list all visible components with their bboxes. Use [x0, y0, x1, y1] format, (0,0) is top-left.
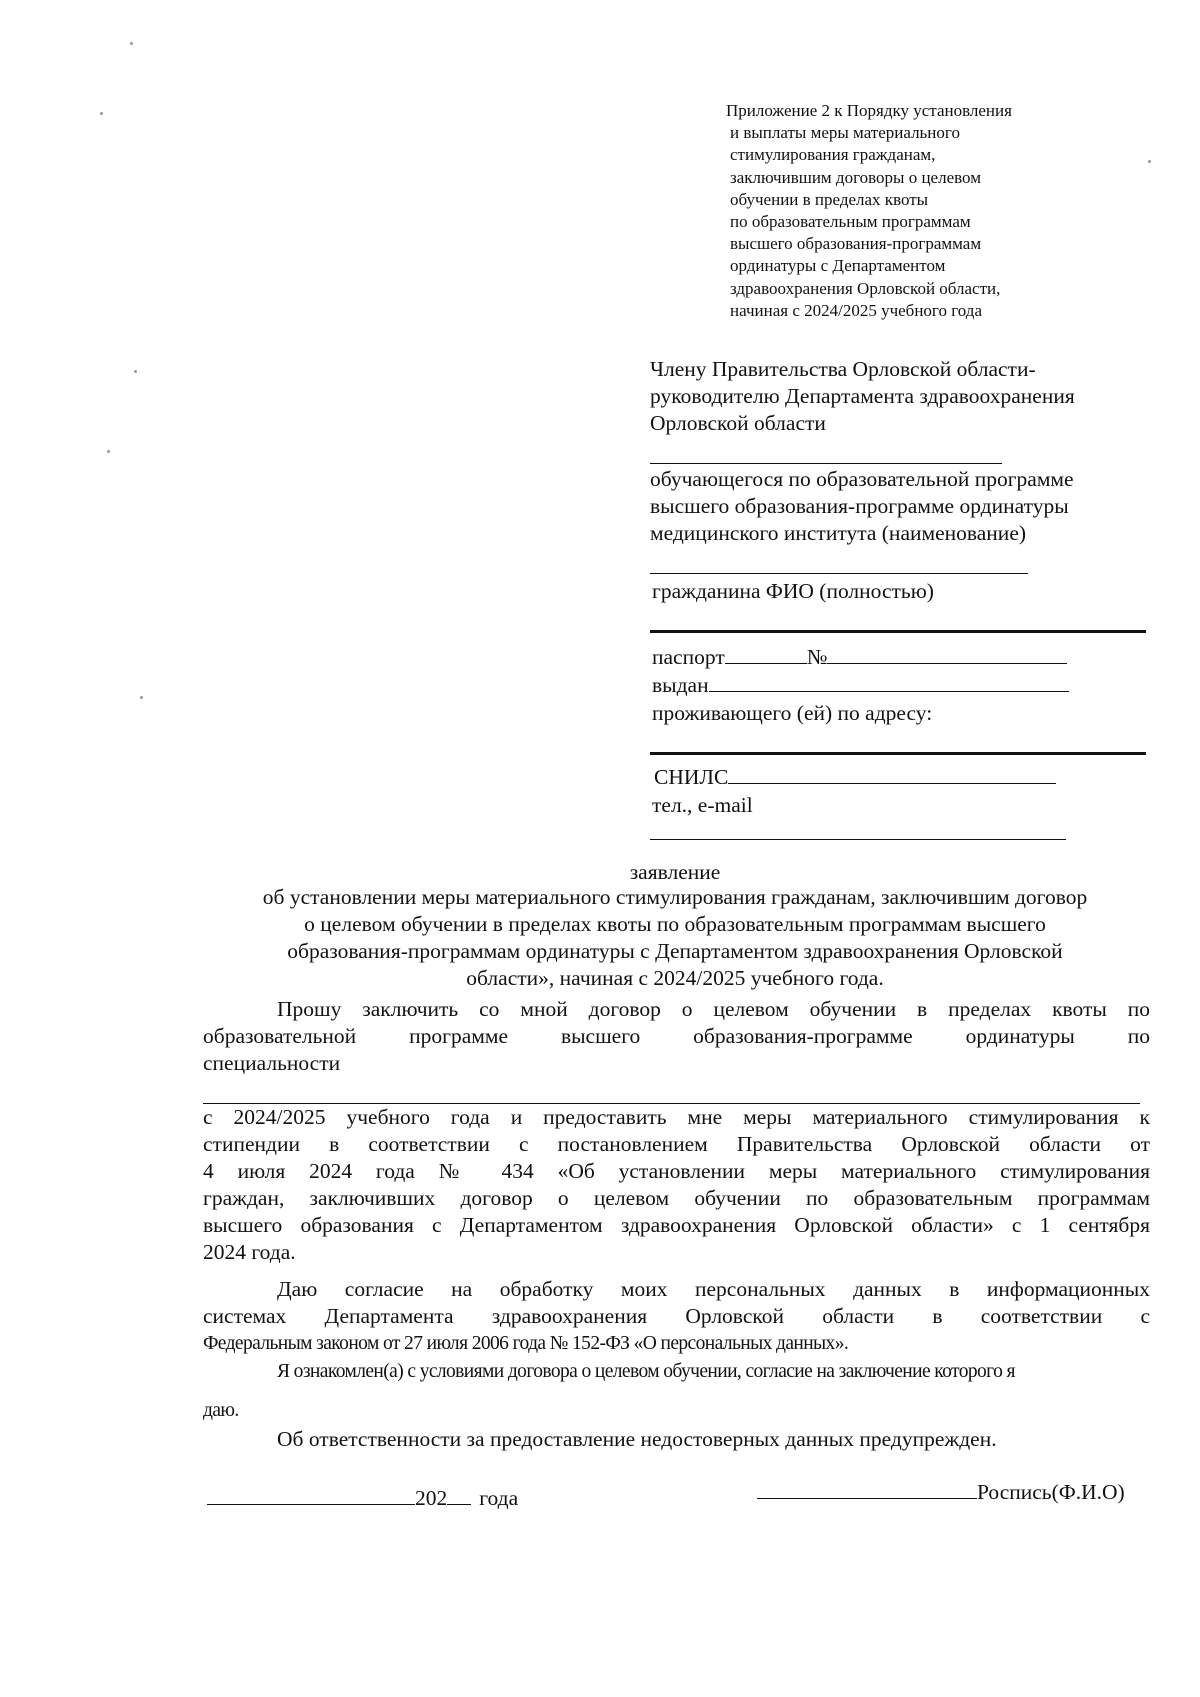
student-line: обучающегося по образовательной программе [650, 467, 1074, 491]
subtitle-line: об установлении меры материального стимулирования гражданам, заключившим договор [262, 885, 1088, 909]
issued-row [652, 672, 1069, 699]
subtitle-line: области», начиная с 2024/2025 учебного года. [466, 966, 884, 990]
issued-field[interactable] [709, 673, 1069, 692]
number-sign: № [806, 645, 828, 669]
para-line: Федеральным законом от 27 июля 2006 года № 152-ФЗ «О персональных данных». [203, 1333, 849, 1354]
student-info [650, 466, 1074, 547]
date-field[interactable] [207, 1486, 415, 1505]
passport-number-field[interactable] [827, 645, 1067, 664]
appendix-header [726, 100, 1086, 322]
signature-label: Роспись(Ф.И.О) [977, 1480, 1125, 1504]
addressee-line: Члену Правительства Орловской области- [650, 357, 1036, 381]
para-line: 4 июля 2024 года № 434 «Об установлении меры материального стимулирования [203, 1159, 1150, 1183]
request-paragraph [203, 996, 1150, 1077]
scan-speck [107, 450, 110, 453]
student-line: медицинского института (наименование) [650, 521, 1027, 545]
contact-label: тел., e-mail [652, 793, 753, 817]
snils-row [654, 764, 1056, 791]
addressee-to [650, 356, 1075, 437]
para-line: граждан, заключивших договор о целевом обучении по образовательным программам [203, 1186, 1150, 1210]
scan-speck [140, 696, 143, 699]
scan-speck [130, 42, 133, 45]
document-subtitle [200, 884, 1150, 992]
para-line: с 2024/2025 учебного года и предоставить мне меры материального стимулирования к [203, 1105, 1150, 1129]
para-line: стипендии в соответствии с постановлением Правительства Орловской области от [203, 1132, 1150, 1156]
header-line: начиная с 2024/2025 учебного года [730, 300, 982, 320]
blank-line-name[interactable] [650, 573, 1028, 574]
blank-line-address[interactable] [650, 752, 1146, 755]
document-title: заявление [629, 860, 721, 884]
para-line: Об ответственности за предоставление недостоверных данных предупрежден. [277, 1427, 997, 1451]
year-prefix: 202 [415, 1486, 448, 1510]
subtitle-line: образования-программам ординатуры с Департаментом здравоохранения Орловской [287, 939, 1063, 963]
signature-row [757, 1480, 1125, 1505]
para-line: Прошу заключить со мной договор о целевом обучении в пределах квоты по [277, 997, 1150, 1021]
para-line: Я ознакомлен(а) с условиями договора о целевом обучении, согласие на заключение которого я [277, 1361, 1015, 1382]
issued-label: выдан [652, 673, 709, 697]
passport-row [652, 644, 1067, 671]
header-line: по образовательным программам [730, 212, 971, 232]
scan-speck [134, 370, 137, 373]
subtitle-line: о целевом обучении в пределах квоты по образовательным программам высшего [304, 912, 1046, 936]
passport-series-field[interactable] [725, 645, 807, 664]
responsibility-paragraph [203, 1426, 1150, 1453]
passport-label: паспорт [652, 645, 725, 669]
consent-paragraph [203, 1276, 1150, 1357]
blank-line-contact[interactable] [650, 839, 1066, 840]
student-line: высшего образования-программе ординатуры [650, 494, 1069, 518]
acknowledgement-paragraph [203, 1358, 1150, 1424]
para-line: системах Департамента здравоохранения Орловской области в соответствии с [203, 1304, 1150, 1328]
header-line: заключившим договоры о целевом [730, 167, 981, 187]
para-line: высшего образования с Департаментом здравоохранения Орловской области» с 1 сентября [203, 1213, 1150, 1237]
para-line: даю. [203, 1400, 239, 1421]
addressee-line: Орловской области [650, 411, 826, 435]
header-line: Приложение 2 к Порядку установления [726, 101, 1012, 120]
snils-label: СНИЛС [654, 765, 729, 789]
header-line: высшего образования-программам [730, 234, 982, 254]
para-line: образовательной программе высшего образования-программе ординатуры по [203, 1024, 1150, 1048]
decree-paragraph [203, 1104, 1150, 1266]
scan-speck [1148, 160, 1151, 163]
date-row [207, 1486, 518, 1511]
blank-line-institution[interactable] [650, 463, 1002, 464]
blank-line-fio[interactable] [650, 630, 1146, 633]
address-label: проживающего (ей) по адресу: [652, 701, 933, 725]
year-suffix: года [479, 1486, 519, 1510]
para-line: 2024 года. [203, 1240, 296, 1264]
addressee-line: руководителю Департамента здравоохранения [650, 384, 1075, 408]
header-line: обучении в пределах квоты [730, 189, 929, 209]
header-line: и выплаты меры материального [730, 123, 960, 143]
citizen-label: гражданина ФИО (полностью) [652, 579, 934, 603]
para-line: Даю согласие на обработку моих персональных данных в информационных [277, 1277, 1150, 1301]
para-line: специальности [203, 1051, 341, 1075]
snils-field[interactable] [728, 765, 1056, 784]
header-line: здравоохранения Орловской области, [730, 278, 1001, 298]
header-line: стимулирования гражданам, [730, 145, 936, 165]
scan-speck [100, 112, 103, 115]
signature-field[interactable] [757, 1480, 977, 1499]
header-line: ординатуры с Департаментом [730, 256, 946, 276]
year-field[interactable] [447, 1486, 471, 1505]
